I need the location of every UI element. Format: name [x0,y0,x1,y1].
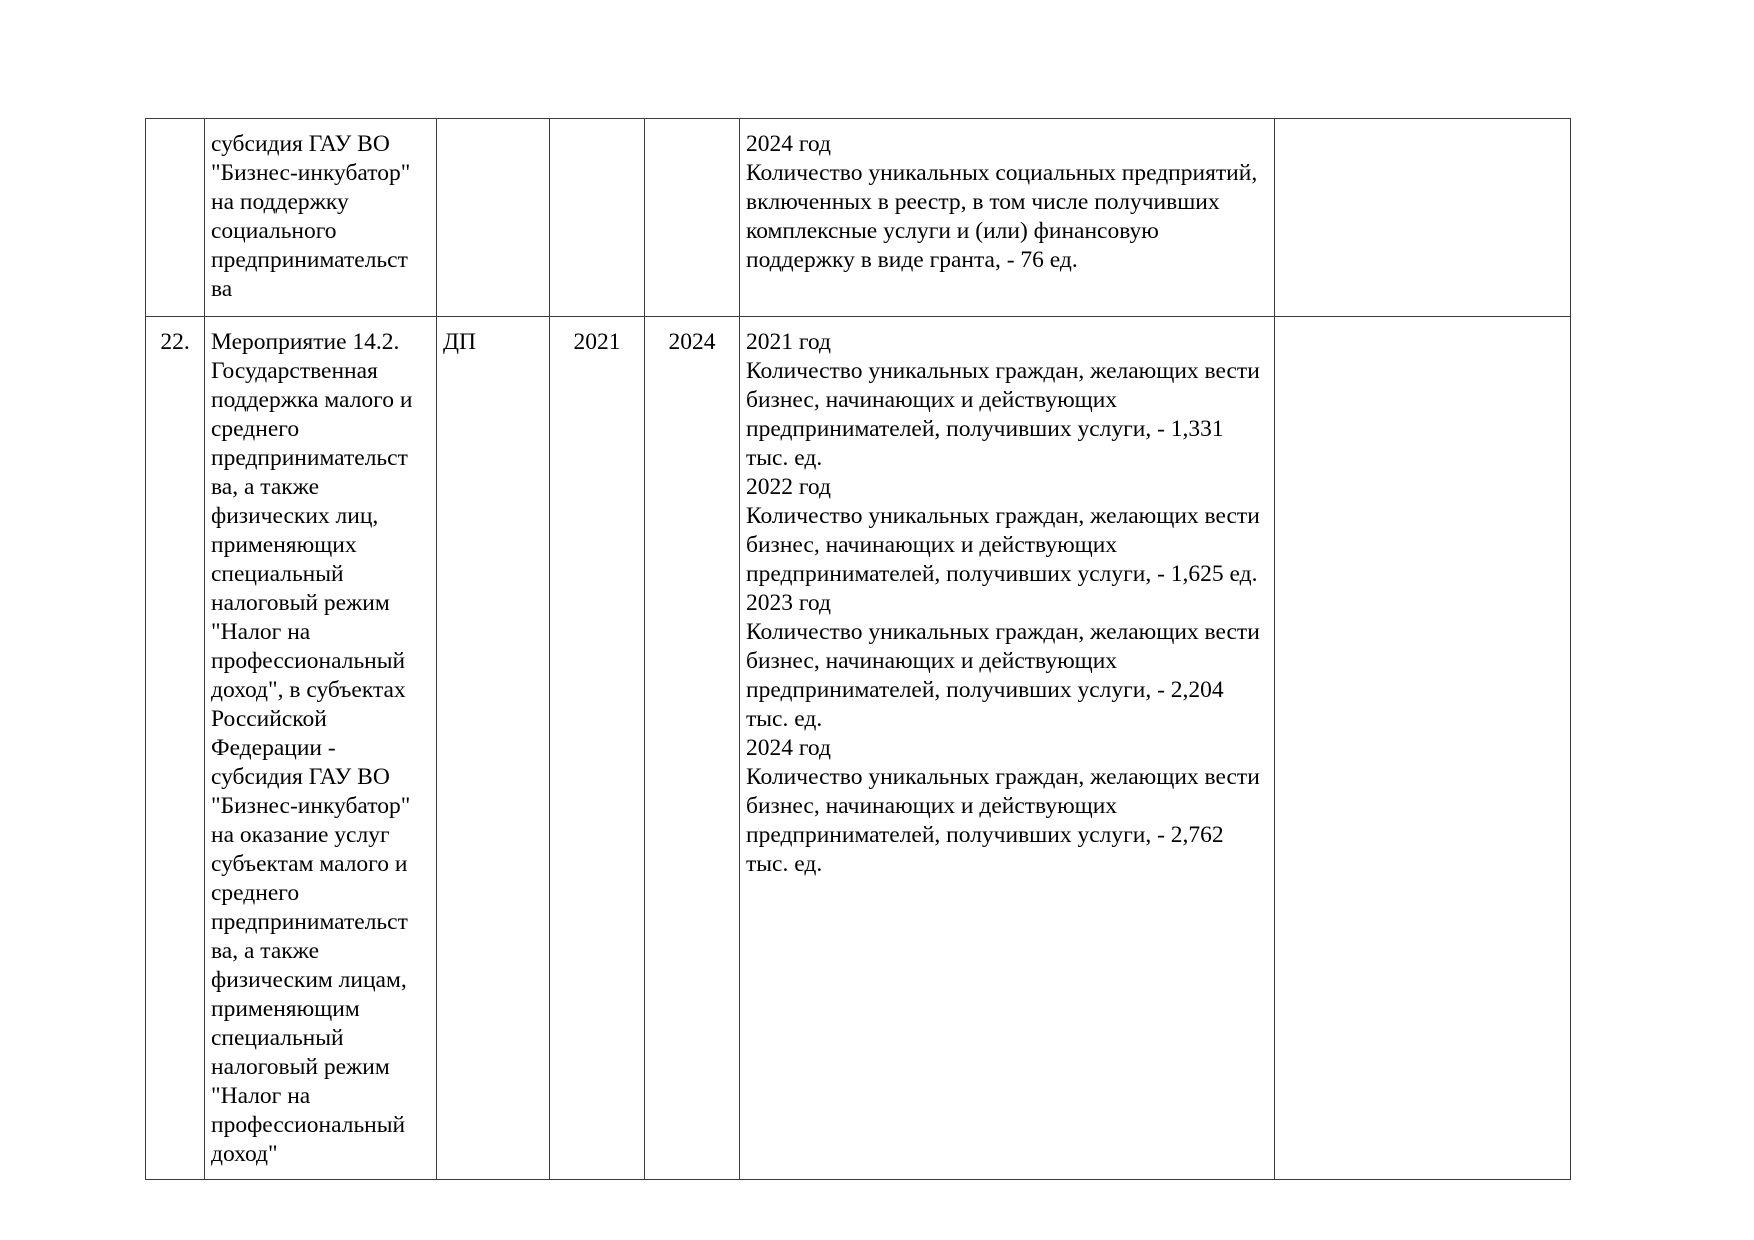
row-number-cell: 22. [146,317,205,1180]
measure-name-cell: субсидия ГАУ ВО "Бизнес-инкубатор" на поддержку социального предпринимательст ва [205,119,437,317]
start-year-cell: 2021 [550,317,645,1180]
table-row [146,119,1571,317]
row-number-cell [146,119,205,317]
note-cell [1275,119,1571,317]
end-year-cell [645,119,740,317]
indicators-cell: 2024 год Количество уникальных социальных предприятий, включенных в реестр, в том числе получивших комплексные услуги и (или) финансовую поддержку в виде гранта, - 76 ед. [740,119,1275,317]
table-row [146,317,1571,1180]
program-type-cell [437,119,550,317]
note-cell [1275,317,1571,1180]
start-year-cell [550,119,645,317]
indicators-cell: 2021 год Количество уникальных граждан, желающих вести бизнес, начинающих и действующих предпринимателей, получивших услуги, - 1,331 тыс. ед. 2022 год Количество уникальных граждан, желающих вести бизнес, начинающих и действующих предпринимателей, получивших услуги, - 1,625 ед. 2023 год Количество уникальных граждан, желающих вести бизнес, начинающих и действующих предпринимателей, получивших услуги, - 2,204 тыс. ед. 2024 год Количество уникальных граждан, желающих вести бизнес, начинающих и действующих предпринимателей, получивших услуги, - 2,762 тыс. ед. [740,317,1275,1180]
measure-name-cell: Мероприятие 14.2. Государственная поддержка малого и среднего предпринимательст ва, а также физических лиц, применяющих специальный налоговый режим "Налог на профессиональный доход", в субъектах Российской Федерации - субсидия ГАУ ВО "Бизнес-инкубатор" на оказание услуг субъектам малого и среднего предпринимательст ва, а также физическим лицам, применяющим специальный налоговый режим "Налог на профессиональный доход" [205,317,437,1180]
program-table [145,118,1571,1180]
end-year-cell: 2024 [645,317,740,1180]
program-type-cell: ДП [437,317,550,1180]
